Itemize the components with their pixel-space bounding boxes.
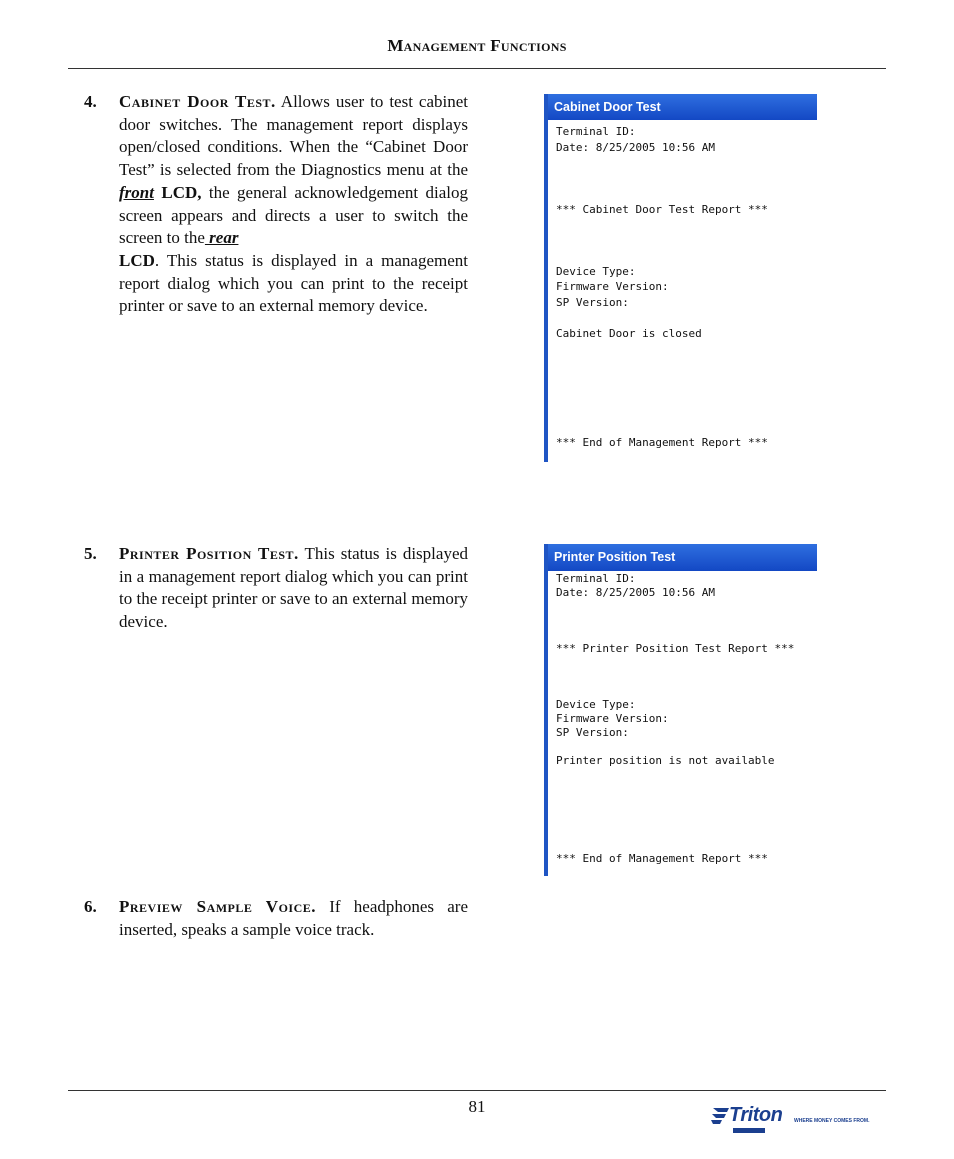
lcd-label: LCD, bbox=[153, 182, 202, 202]
report-line: Device Type: bbox=[556, 265, 636, 278]
lcd-label: LCD bbox=[119, 250, 155, 270]
rear-lcd-emphasis: rear bbox=[204, 228, 239, 248]
report-line: Device Type: bbox=[556, 698, 636, 711]
footer-rule bbox=[68, 1090, 886, 1091]
report-line: Terminal ID: bbox=[556, 572, 636, 585]
logo-subbrand-bar bbox=[733, 1128, 765, 1133]
front-lcd-emphasis: front bbox=[119, 182, 154, 202]
report-line: *** Cabinet Door Test Report *** bbox=[556, 203, 768, 216]
screen-title: Printer Position Test bbox=[548, 544, 817, 571]
logo-tagline: WHERE MONEY COMES FROM. bbox=[794, 1118, 870, 1124]
report-line: *** Printer Position Test Report *** bbox=[556, 642, 795, 655]
report-line: *** End of Management Report *** bbox=[556, 436, 768, 449]
triton-logo bbox=[709, 1105, 874, 1139]
item-body bbox=[119, 91, 468, 318]
report-line: Printer position is not available bbox=[556, 754, 775, 767]
item-body bbox=[119, 896, 468, 941]
item-text: the general acknowledgement dialog screen appears and directs a user to switch the screen to the bbox=[119, 182, 468, 248]
item-number: 5. bbox=[84, 544, 97, 563]
page-header-title: Management Functions bbox=[387, 36, 567, 55]
report-line: *** End of Management Report *** bbox=[556, 852, 768, 865]
item-body bbox=[119, 543, 468, 634]
report-line: Date: 8/25/2005 10:56 AM bbox=[556, 141, 715, 154]
item-text: . This status is displayed in a management report dialog which you can print to the receipt printer or save to an external memory device. bbox=[119, 250, 468, 316]
item-heading: Printer Position Test. bbox=[119, 544, 299, 563]
report-line: Cabinet Door is closed bbox=[556, 327, 702, 340]
logo-wordmark: Triton bbox=[729, 1104, 783, 1126]
report-line: Terminal ID: bbox=[556, 125, 636, 138]
header-rule bbox=[68, 68, 886, 69]
report-line: Date: 8/25/2005 10:56 AM bbox=[556, 586, 715, 599]
screen-title: Cabinet Door Test bbox=[548, 94, 817, 120]
report-line: Firmware Version: bbox=[556, 280, 669, 293]
report-line: SP Version: bbox=[556, 296, 629, 309]
report-line: SP Version: bbox=[556, 726, 629, 739]
report-line: Firmware Version: bbox=[556, 712, 669, 725]
item-text: This status is displayed in a management report dialog which you can print to the receipt printer or save to an external memory device. bbox=[119, 544, 468, 632]
item-text: Allows user to test cabinet door switches. The management report displays open/closed conditions. When the “Cabinet Door Test” is selected from the Diagnostics menu at the bbox=[119, 92, 468, 180]
cabinet-door-test-screen bbox=[544, 94, 817, 462]
list-item-preview-sample-voice bbox=[84, 896, 468, 941]
item-heading: Cabinet Door Test. bbox=[119, 92, 276, 111]
printer-position-test-screen bbox=[544, 544, 817, 876]
page-number: 81 bbox=[468, 1097, 486, 1116]
list-item-cabinet-door-test bbox=[84, 91, 468, 318]
item-text: If headphones are inserted, speaks a sample voice track. bbox=[119, 897, 468, 939]
item-heading: Preview Sample Voice. bbox=[119, 897, 317, 916]
triton-logo-icon bbox=[709, 1107, 731, 1125]
list-item-printer-position-test bbox=[84, 543, 468, 634]
item-number: 4. bbox=[84, 92, 97, 111]
item-number: 6. bbox=[84, 897, 97, 916]
